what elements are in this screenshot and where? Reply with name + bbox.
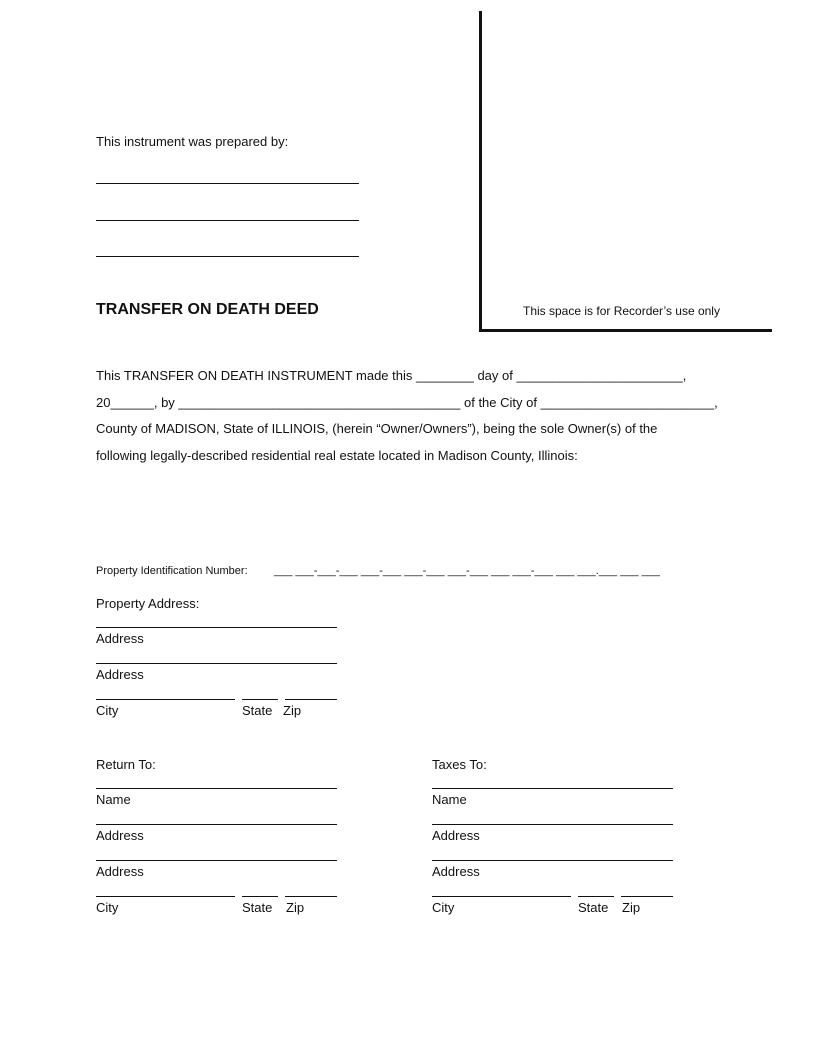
property-address-label-1: Address [96, 631, 144, 646]
taxes-to-state-line[interactable] [578, 896, 614, 897]
property-address-heading: Property Address: [96, 596, 200, 611]
taxes-to-zip-label: Zip [622, 900, 641, 915]
return-to-address-line-2[interactable] [96, 860, 337, 861]
property-address-line-2[interactable] [96, 663, 337, 664]
property-address-line-1[interactable] [96, 627, 337, 628]
taxes-to-name-label: Name [432, 792, 467, 807]
property-state-line[interactable] [242, 699, 278, 700]
body-line-2: 20______, by _______________________________________ of the City of ________________________, [96, 395, 718, 410]
pin-label: Property Identification Number: [96, 565, 248, 577]
return-to-state-line[interactable] [242, 896, 278, 897]
property-city-label: City [96, 703, 119, 718]
deed-title: TRANSFER ON DEATH DEED [96, 301, 319, 318]
recorder-note: This space is for Recorder’s use only [523, 304, 720, 318]
taxes-to-address-line-1[interactable] [432, 824, 673, 825]
recorder-box-bottom-border [479, 329, 772, 332]
property-address-label-2: Address [96, 667, 144, 682]
pin-blanks[interactable]: ___ ___-___-___ ___-___ ___-___ ___-___ ___ ___-___ ___ ___.___ ___ ___ [274, 565, 660, 577]
body-line-3: County of MADISON, State of ILLINOIS, (herein “Owner/Owners”), being the sole Owner(s) of the [96, 421, 658, 436]
recorder-box-left-border [479, 11, 482, 332]
taxes-to-address-label-2: Address [432, 864, 480, 879]
prepared-by-line-1[interactable] [96, 183, 359, 184]
property-state-label: State [242, 703, 273, 718]
taxes-to-state-label: State [578, 900, 609, 915]
return-to-address-label-1: Address [96, 828, 144, 843]
return-to-city-line[interactable] [96, 896, 235, 897]
return-to-zip-line[interactable] [285, 896, 337, 897]
return-to-city-label: City [96, 900, 119, 915]
taxes-to-city-label: City [432, 900, 455, 915]
property-zip-line[interactable] [285, 699, 337, 700]
return-to-name-label: Name [96, 792, 131, 807]
return-to-zip-label: Zip [286, 900, 305, 915]
taxes-to-address-line-2[interactable] [432, 860, 673, 861]
return-to-address-line-1[interactable] [96, 824, 337, 825]
property-zip-label: Zip [283, 703, 302, 718]
body-line-1: This TRANSFER ON DEATH INSTRUMENT made this ________ day of _______________________, [96, 368, 687, 383]
taxes-to-city-line[interactable] [432, 896, 571, 897]
prepared-by-label: This instrument was prepared by: [96, 134, 289, 149]
taxes-to-zip-line[interactable] [621, 896, 673, 897]
taxes-to-name-line[interactable] [432, 788, 673, 789]
body-line-4: following legally-described residential real estate located in Madison County, Illinois: [96, 448, 578, 463]
prepared-by-line-3[interactable] [96, 256, 359, 257]
taxes-to-heading: Taxes To: [432, 757, 487, 772]
property-city-line[interactable] [96, 699, 235, 700]
return-to-name-line[interactable] [96, 788, 337, 789]
return-to-state-label: State [242, 900, 273, 915]
return-to-heading: Return To: [96, 757, 156, 772]
return-to-address-label-2: Address [96, 864, 144, 879]
taxes-to-address-label-1: Address [432, 828, 480, 843]
prepared-by-line-2[interactable] [96, 220, 359, 221]
